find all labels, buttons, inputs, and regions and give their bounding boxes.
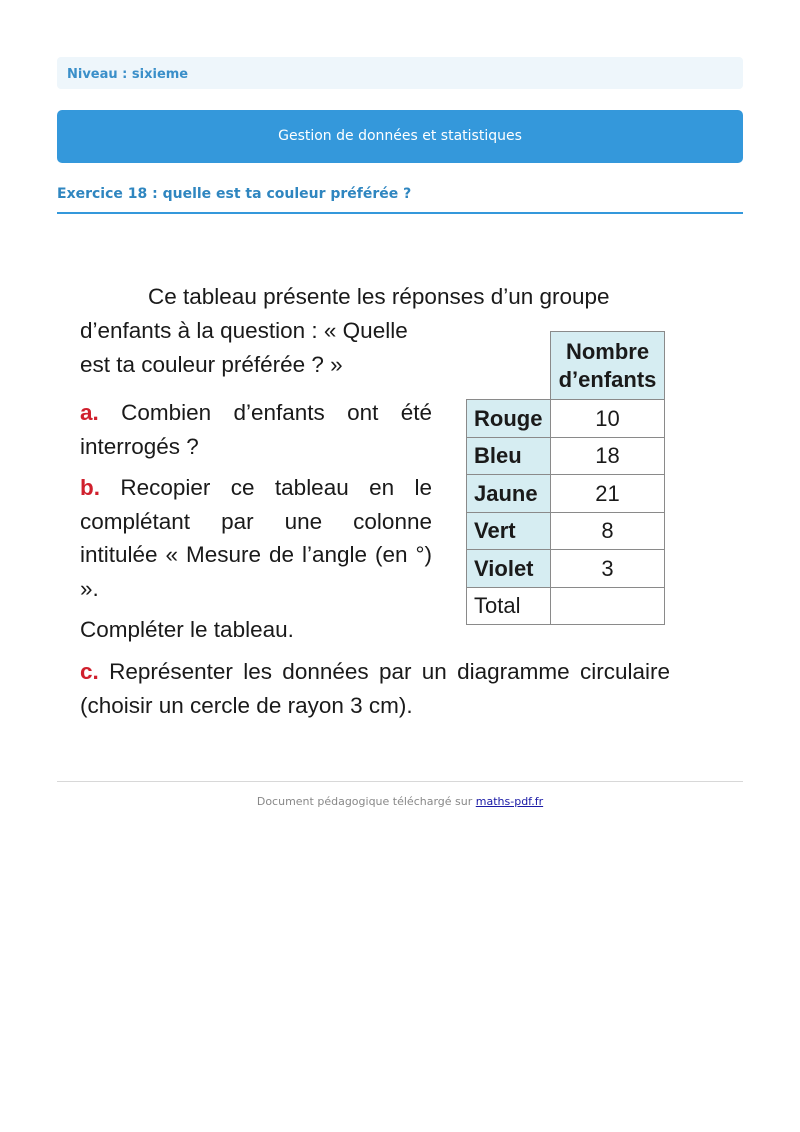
footer-divider bbox=[57, 781, 743, 782]
row-label: Vert bbox=[467, 512, 551, 550]
chapter-banner: Gestion de données et statistiques bbox=[57, 110, 743, 163]
row-value: 8 bbox=[551, 512, 665, 550]
question-text: Représenter les données par un diagramme circulaire (choisir un cercle de rayon 3 cm). bbox=[80, 659, 670, 718]
question-letter: b. bbox=[80, 475, 100, 500]
footer-link[interactable]: maths-pdf.fr bbox=[475, 795, 544, 808]
table-row-total bbox=[467, 587, 665, 625]
question-text: Recopier ce tableau en le complétant par une colonne intitulée « Mesure de l’angle (en °) ». bbox=[80, 475, 432, 601]
row-label: Bleu bbox=[467, 437, 551, 475]
footer bbox=[0, 795, 800, 808]
row-label: Jaune bbox=[467, 475, 551, 513]
question-text: Combien d’enfants ont été interrogés ? bbox=[80, 400, 432, 459]
row-label: Total bbox=[467, 587, 551, 625]
row-value bbox=[551, 587, 665, 625]
table-row bbox=[467, 475, 665, 513]
table-row bbox=[467, 400, 665, 438]
table-header: Nombre d’enfants bbox=[551, 332, 665, 400]
row-value: 3 bbox=[551, 550, 665, 588]
question-letter: c. bbox=[80, 659, 99, 684]
row-label: Violet bbox=[467, 550, 551, 588]
level-box bbox=[57, 57, 743, 89]
exercise-title: Exercice 18 : quelle est ta couleur préférée ? bbox=[57, 186, 412, 202]
row-value: 10 bbox=[551, 400, 665, 438]
table-header-row bbox=[467, 332, 665, 400]
intro-line: Ce tableau présente les réponses d’un groupe bbox=[148, 284, 610, 309]
question-letter: a. bbox=[80, 400, 99, 425]
table-row bbox=[467, 550, 665, 588]
footer-text: Document pédagogique téléchargé sur bbox=[256, 795, 473, 808]
row-value: 18 bbox=[551, 437, 665, 475]
table-row bbox=[467, 437, 665, 475]
question-b-continuation: Compléter le tableau. bbox=[80, 617, 294, 642]
exercise-title-underline bbox=[57, 212, 743, 214]
intro-text: d’enfants à la question : « Quelle est ta couleur préférée ? » bbox=[80, 318, 408, 377]
question-c bbox=[80, 655, 670, 722]
level-label: Niveau : sixieme bbox=[67, 67, 189, 82]
color-table bbox=[466, 331, 665, 625]
row-label: Rouge bbox=[467, 400, 551, 438]
exercise-content bbox=[80, 280, 680, 720]
table-corner bbox=[467, 332, 551, 400]
row-value: 21 bbox=[551, 475, 665, 513]
table-row bbox=[467, 512, 665, 550]
question-a bbox=[80, 396, 432, 463]
question-b bbox=[80, 471, 432, 605]
